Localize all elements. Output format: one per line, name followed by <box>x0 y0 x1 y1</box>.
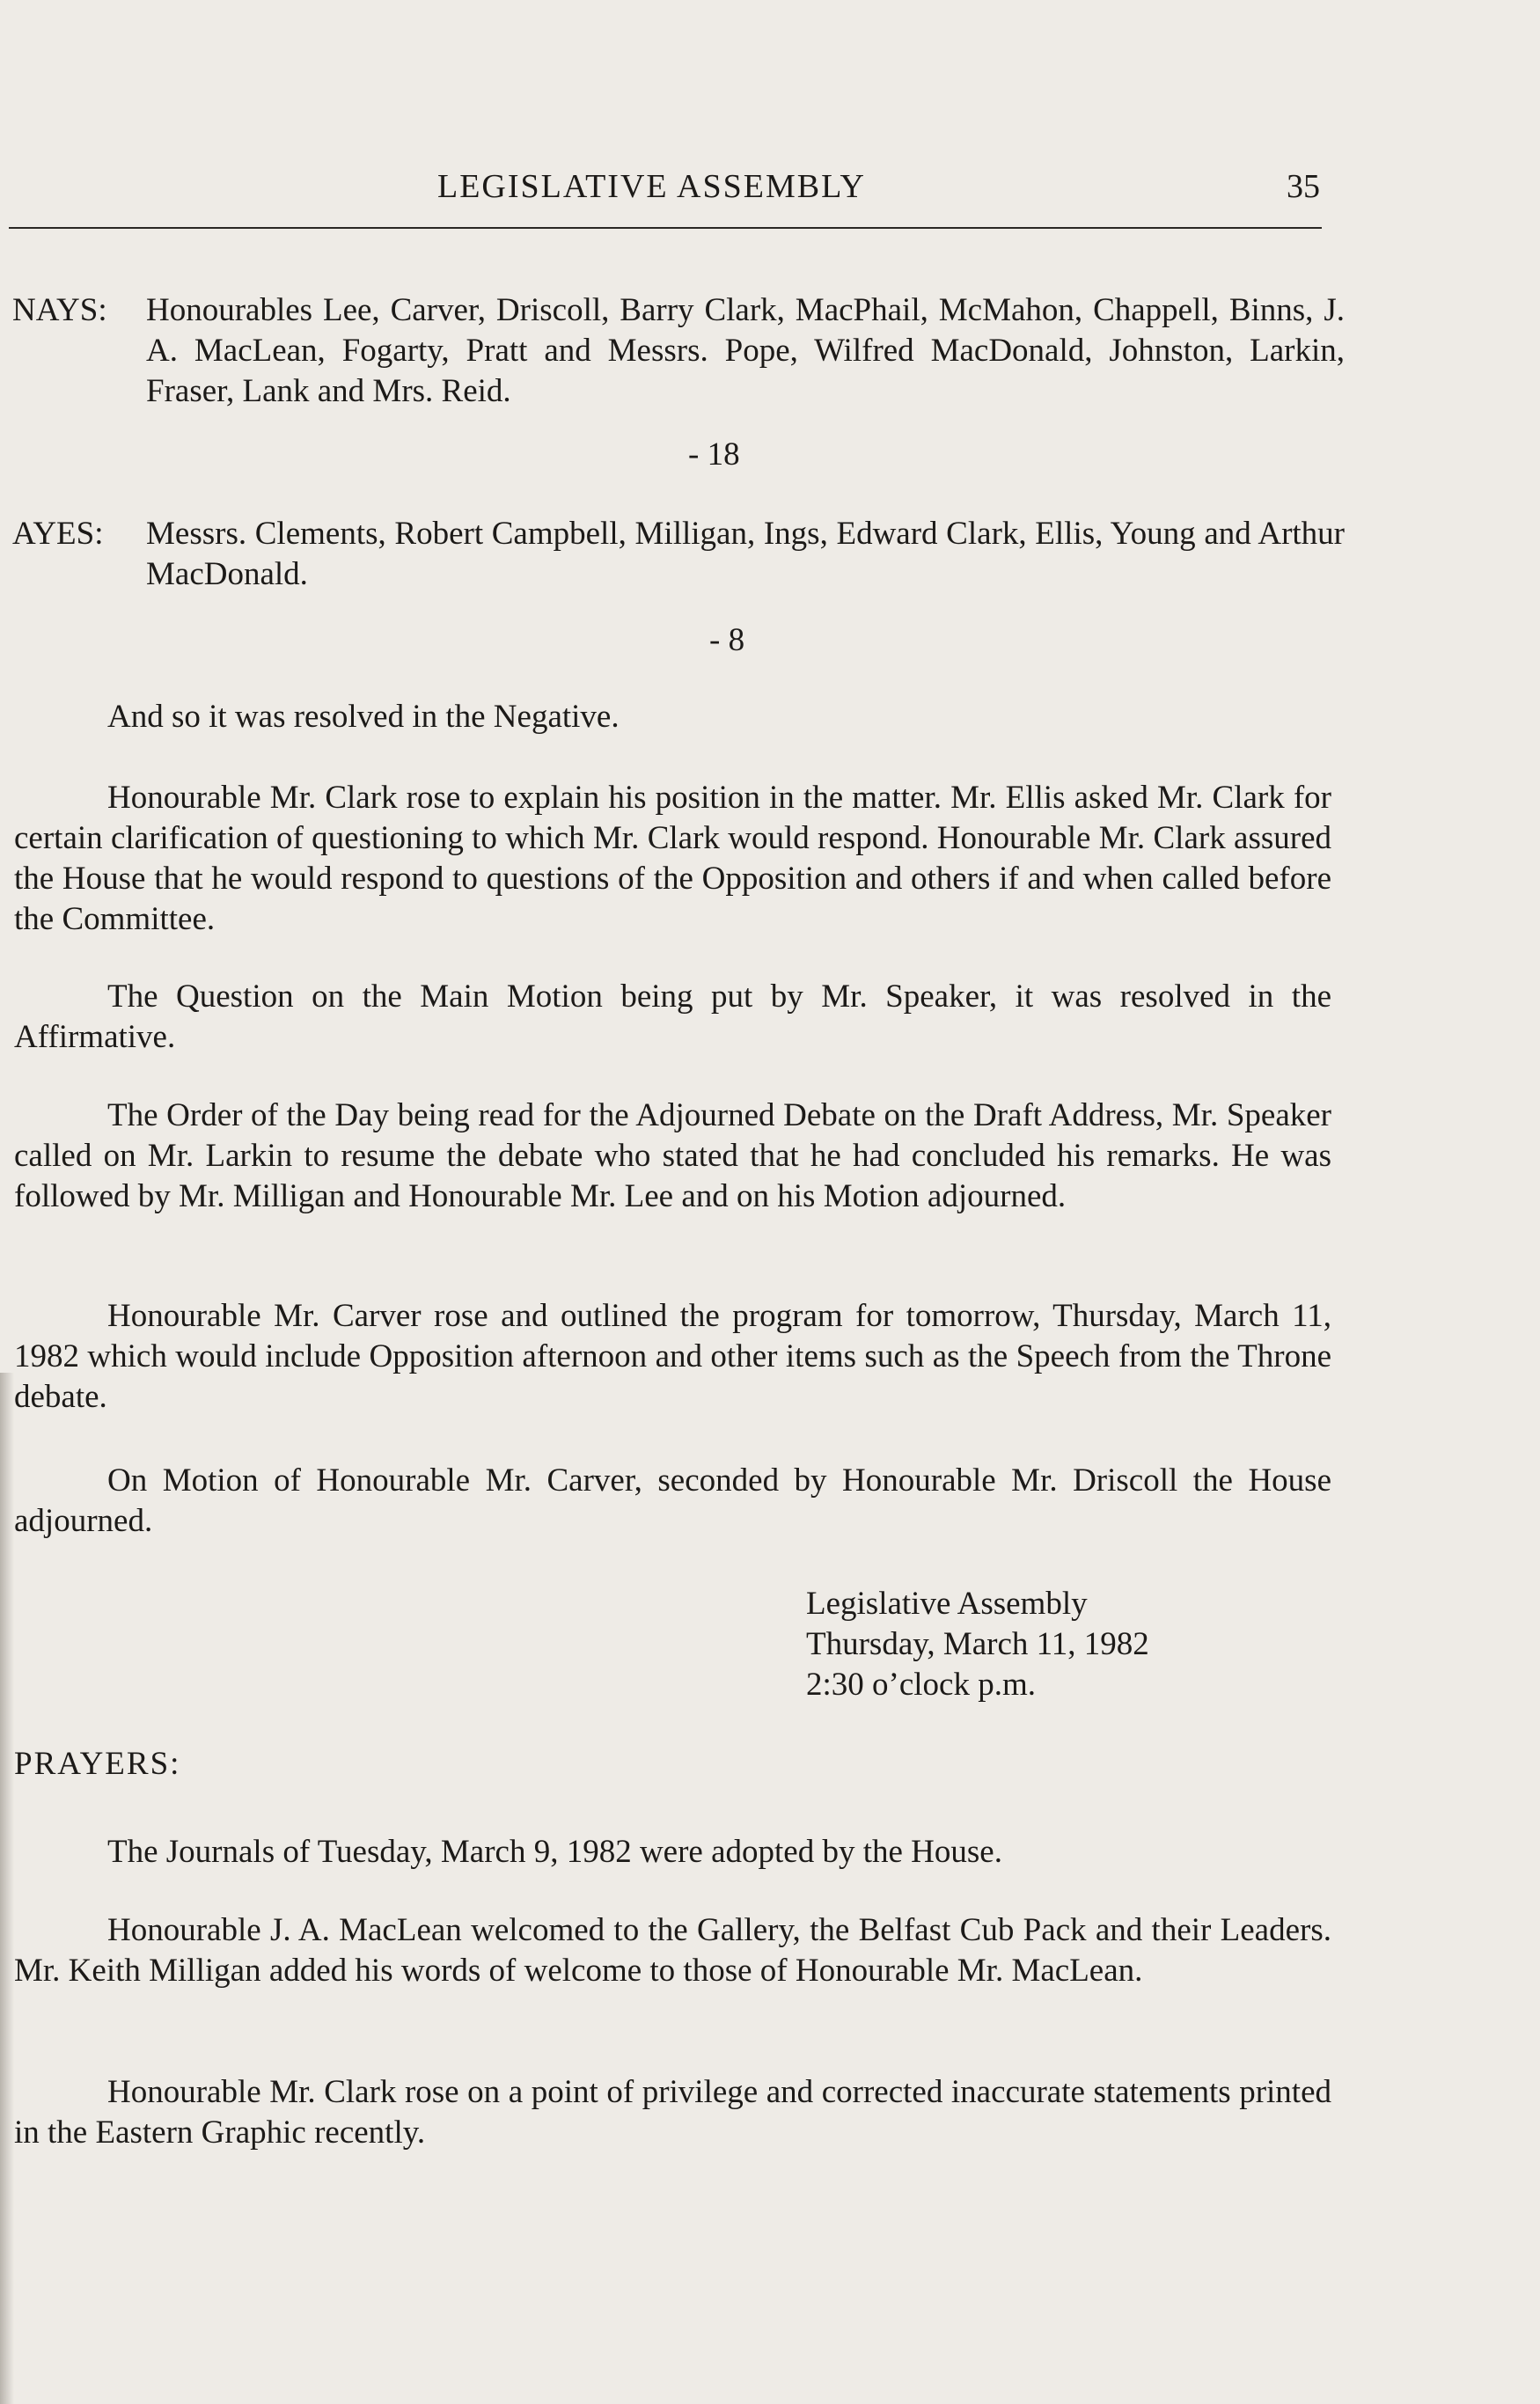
running-header <box>0 167 1320 211</box>
adjourned-paragraph: On Motion of Honourable Mr. Carver, seconded by Honourable Mr. Driscoll the House adjourned. <box>14 1462 1331 1539</box>
prayers-heading: PRAYERS: <box>14 1746 181 1782</box>
main-motion-paragraph: The Question on the Main Motion being put by Mr. Speaker, it was resolved in the Affirmative. <box>14 978 1331 1055</box>
clark-position-paragraph: Honourable Mr. Clark rose to explain his position in the matter. Mr. Ellis asked Mr. Clark for certain clarification of questioning to which Mr. Clark would respond. Honourable Mr. Clark assured the House that he would respond to questions of the Opposition and others if and when called before the Committee. <box>14 780 1331 937</box>
nays-label: NAYS: <box>12 292 107 328</box>
order-of-day-paragraph: The Order of the Day being read for the Adjourned Debate on the Draft Address, Mr. Speaker called on Mr. Larkin to resume the debate who stated that he had concluded his remarks. He was followed by Mr. Milligan and Honourable Mr. Lee and on his Motion adjourned. <box>14 1097 1331 1214</box>
running-title: LEGISLATIVE ASSEMBLY <box>437 168 866 205</box>
journals-paragraph: The Journals of Tuesday, March 9, 1982 were adopted by the House. <box>107 1834 1002 1870</box>
privilege-paragraph: Honourable Mr. Clark rose on a point of privilege and corrected inaccurate statements printed in the Eastern Graphic recently. <box>14 2074 1331 2151</box>
page-edge-shadow <box>0 1373 14 2404</box>
sitting-dateline <box>806 1584 1246 1705</box>
resolved-negative-paragraph: And so it was resolved in the Negative. <box>107 699 620 735</box>
ayes-tally: - 8 <box>709 622 745 658</box>
nays-tally: - 18 <box>688 436 740 473</box>
page-number: 35 <box>1287 168 1320 205</box>
ayes-label: AYES: <box>12 516 104 552</box>
dateline-assembly: Legislative Assembly <box>806 1586 1088 1622</box>
nays-names: Honourables Lee, Carver, Driscoll, Barry Clark, MacPhail, McMahon, Chappell, Binns, J. A. MacLean, Fogarty, Pratt and Messrs. Pope, Wilfred MacDonald, Johnston, Larkin, Fraser, Lank and Mrs. Reid. <box>146 292 1345 409</box>
header-rule <box>9 227 1322 229</box>
dateline-time: 2:30 o’clock p.m. <box>806 1667 1037 1703</box>
welcome-paragraph: Honourable J. A. MacLean welcomed to the Gallery, the Belfast Cub Pack and their Leaders. Mr. Keith Milligan added his words of welcome to those of Honourable Mr. MacLean. <box>14 1912 1331 1989</box>
dateline-date: Thursday, March 11, 1982 <box>806 1626 1149 1662</box>
carver-program-paragraph: Honourable Mr. Carver rose and outlined the program for tomorrow, Thursday, March 11, 1982 which would include Opposition afternoon and other items such as the Speech from the Throne debate. <box>14 1298 1331 1415</box>
ayes-names: Messrs. Clements, Robert Campbell, Milligan, Ings, Edward Clark, Ellis, Young and Arthur MacDonald. <box>146 516 1345 592</box>
